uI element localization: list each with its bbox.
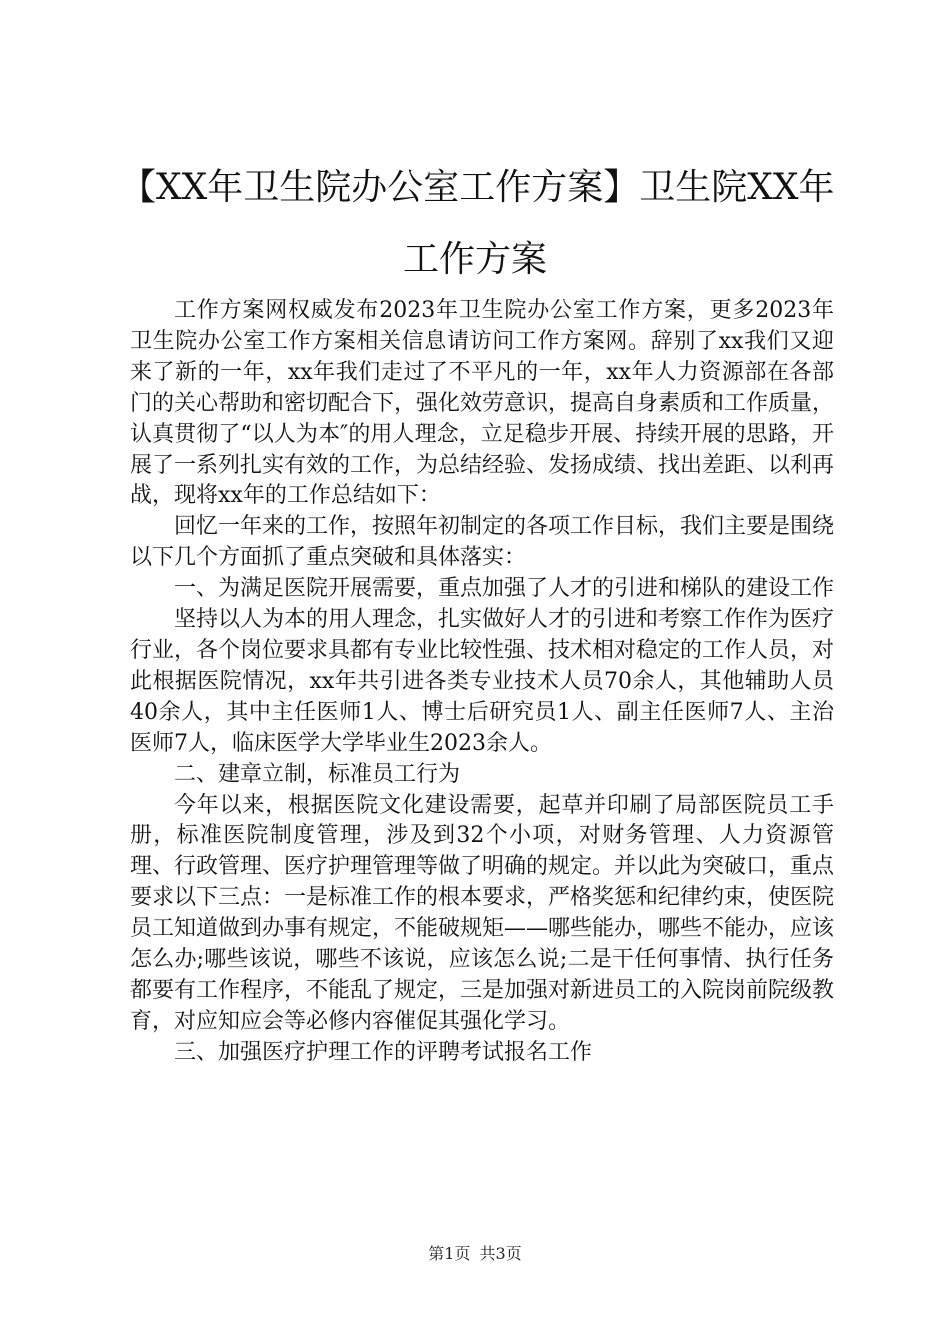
intro-paragraph: 工作方案网权威发布2023年卫生院办公室工作方案，更多2023年卫生院办公室工作方案相关信息请访问工作方案网。辞别了xx我们又迎来了新的一年，xx年我们走过了不平凡的一年，xx年人力资源部在各部门的关心帮助和密切配合下，强化效劳意识，提高自身素质和工作质量，认真贯彻了“以人为本″的用人理念，立足稳步开展、持续开展的思路，开展了一系列扎实有效的工作，为总结经验、发扬成绩、找出差距、以利再战，现将xx年的工作总结如下： <box>130 298 835 509</box>
page-number: 第1页 <box>428 1244 471 1263</box>
section-heading-1: 一、为满足医院开展需要，重点加强了人才的引进和梯队的建设工作 <box>174 576 835 602</box>
rules-paragraph: 今年以来，根据医院文化建设需要，起草并印刷了局部医院员工手册，标准医院制度管理，涉及到32个小项，对财务管理、人力资源管理、行政管理、医疗护理管理等做了明确的规定。并以此为突破口，重点要求以下三点：一是标准工作的根本要求，严格奖惩和纪律约束，使医院员工知道做到办事有规定，不能破规矩——哪些能办，哪些不能办，应该怎么办;哪些该说，哪些不该说，应该怎么说;二是干任何事情、执行任务都要有工作程序，不能乱了规定，三是加强对新进员工的入院岗前院级教育，对应知应会等必修内容催促其强化学习。 <box>130 792 835 1034</box>
section-heading-2: 二、建章立制，标准员工行为 <box>174 761 461 787</box>
review-paragraph: 回忆一年来的工作，按照年初制定的各项工作目标，我们主要是围绕以下几个方面抓了重点突破和具体落实： <box>130 514 835 571</box>
title-line-2: 工作方案 <box>402 239 547 280</box>
document-title <box>120 152 835 296</box>
page-total: 共3页 <box>479 1244 522 1263</box>
document-body <box>130 296 834 1069</box>
talent-paragraph: 坚持以人为本的用人理念，扎实做好人才的引进和考察工作作为医疗行业，各个岗位要求具都有专业比较性强、技术相对稳定的工作人员，对此根据医院情况，xx年共引进各类专业技术人员70余人，其他辅助人员40余人，其中主任医师1人、博士后研究员1人、副主任医师7人、主治医师7人，临床医学大学毕业生2023余人。 <box>130 607 835 756</box>
title-line-1: 【XX年卫生院办公室工作方案】卫生院XX年 <box>120 167 835 208</box>
page-footer <box>0 1244 950 1264</box>
section-heading-3: 三、加强医疗护理工作的评聘考试报名工作 <box>174 1039 593 1065</box>
